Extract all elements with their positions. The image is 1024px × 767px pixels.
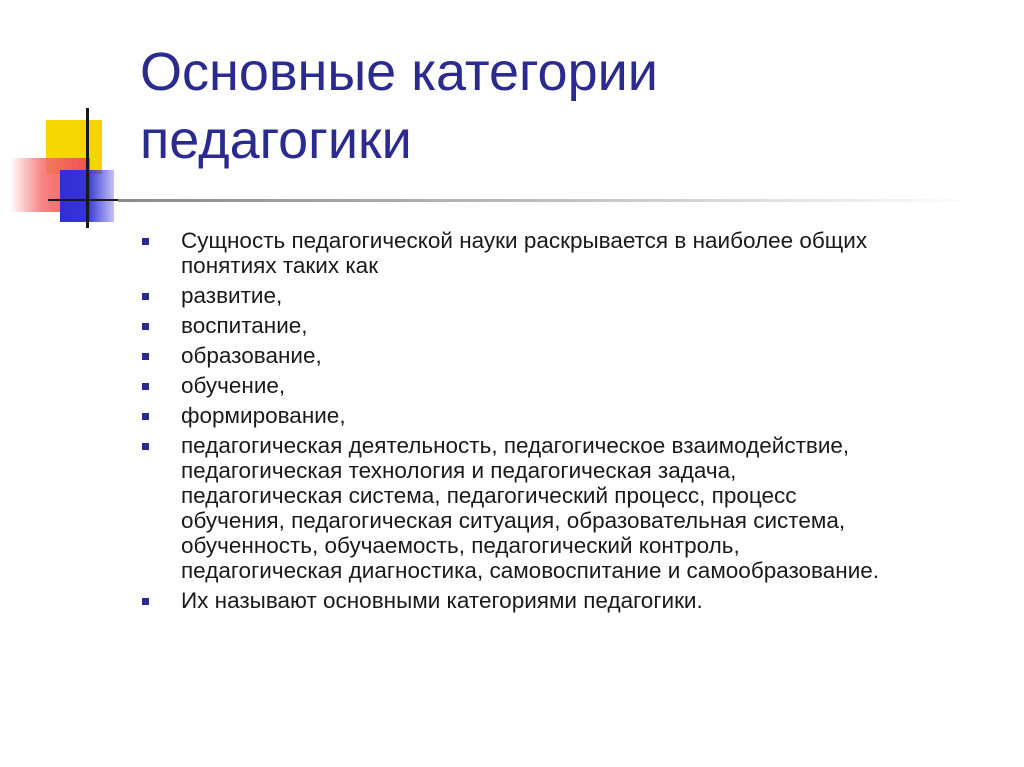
square-bullet-icon: [142, 238, 149, 245]
square-bullet-icon: [142, 353, 149, 360]
list-item-text: образование,: [181, 343, 322, 368]
list-item-text: Их называют основными категориями педагогики.: [181, 588, 703, 613]
slide-title-line-1: Основные категории: [140, 42, 658, 102]
square-bullet-icon: [142, 383, 149, 390]
list-item: [140, 373, 990, 398]
list-item-text: Сущность педагогической науки раскрывается в наиболее общих понятиях таких как: [181, 228, 868, 278]
list-item: [140, 588, 990, 613]
slide-title-line-2: педагогики: [140, 110, 412, 170]
list-item: [140, 283, 990, 308]
list-item-text: развитие,: [181, 283, 283, 308]
list-item: [140, 403, 990, 428]
list-item-text: педагогическая деятельность, педагогическое взаимодействие, педагогическая технология и педагогическая задача, педагогическая система, педагогический процесс, процесс обучения, педагогическая ситуация, образовательная система, обученность, обучаемость, педагогический контроль, педагогическая диагностика, самовоспитание и самообразование.: [181, 433, 880, 583]
square-bullet-icon: [142, 443, 149, 450]
title-underline-rule: [118, 199, 974, 202]
square-bullet-icon: [142, 293, 149, 300]
list-item-text: формирование,: [181, 403, 346, 428]
list-item-text: обучение,: [181, 373, 286, 398]
list-item: [140, 343, 990, 368]
list-item: [140, 313, 990, 338]
list-item: [140, 228, 990, 278]
slide-title: [140, 38, 1000, 174]
list-item-text: воспитание,: [181, 313, 308, 338]
square-bullet-icon: [142, 323, 149, 330]
square-bullet-icon: [142, 598, 149, 605]
decorative-horizontal-line: [48, 199, 126, 201]
bullet-list: [140, 228, 990, 618]
list-item: [140, 433, 990, 583]
decorative-vertical-line: [86, 108, 89, 228]
square-bullet-icon: [142, 413, 149, 420]
